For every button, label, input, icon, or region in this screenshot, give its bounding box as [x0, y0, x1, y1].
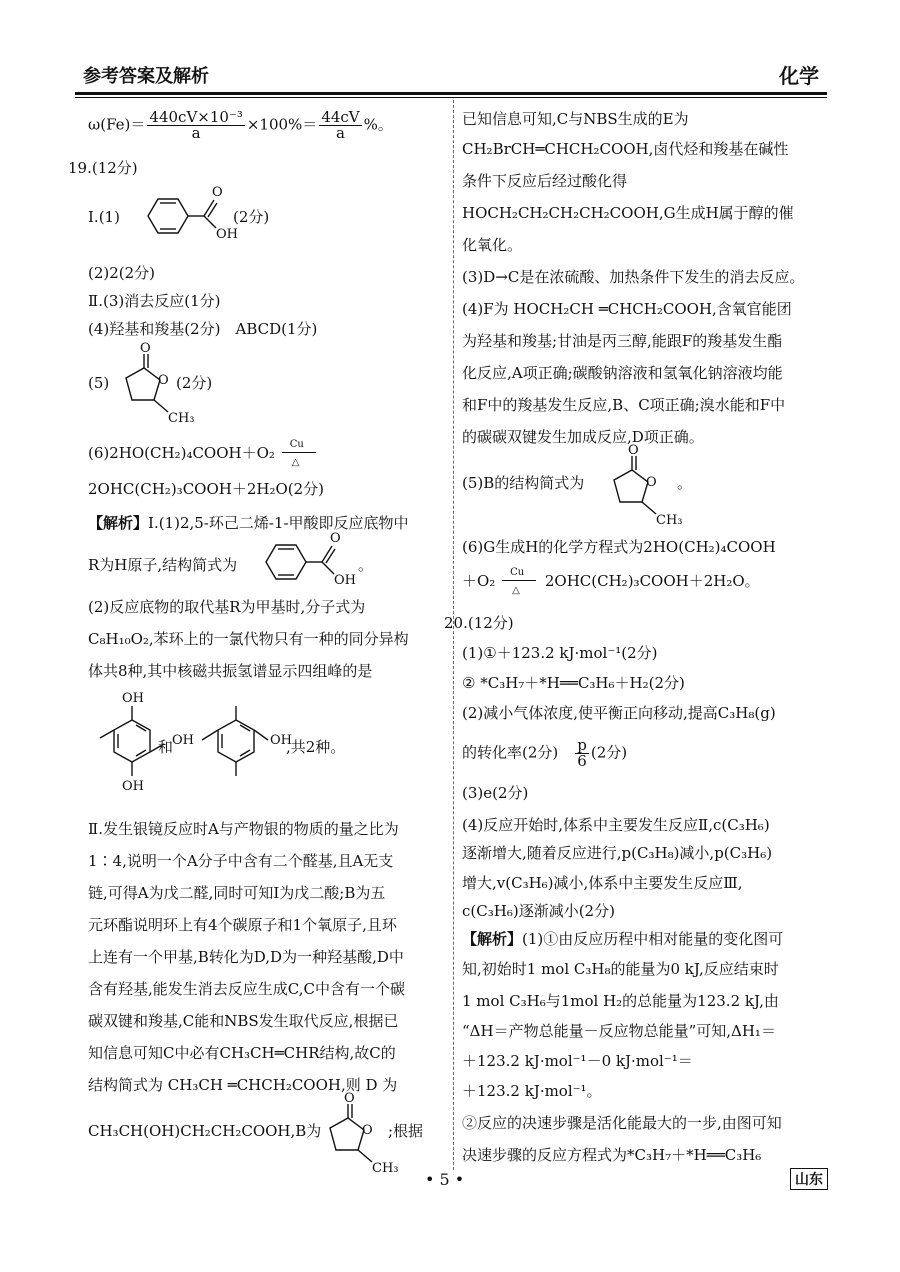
- svg-text:O: O: [362, 1123, 373, 1138]
- answer-i1-label: Ⅰ.(1): [88, 208, 120, 226]
- s-line-6: (4)反应开始时,体系中主要发生反应Ⅱ,c(C₃H₆): [462, 816, 770, 834]
- fe-fraction-2: $\frac{44cV}{a}$: [321, 108, 360, 142]
- t-line-8: 决速步骤的反应方程式为*C₃H₇＋*H══C₃H₆: [462, 1146, 762, 1164]
- analysis-p7: 碳双键和羧基,C能和NBS发生取代反应,根据已: [88, 1012, 399, 1030]
- fe-fraction-1: $\frac{\text{440cV×10⁻³}}{a}$: [149, 108, 243, 142]
- t-line-2: 知,初始时1 mol C₃H₈的能量为0 kJ,反应结束时: [462, 960, 779, 978]
- p-over-6: $\frac{p}{6}$: [577, 736, 587, 770]
- analysis-p6: 含有羟基,能发生消去反应生成C,C中含有一个碳: [88, 980, 405, 998]
- svg-text:O: O: [140, 341, 151, 356]
- svg-text:OH: OH: [172, 733, 194, 748]
- analysis-p10: CH₃CH(OH)CH₂CH₂COOH,B为: [88, 1122, 322, 1140]
- question-19: 19.(12分): [68, 159, 138, 177]
- t-line-5: ＋123.2 kJ·mol⁻¹－0 kJ·mol⁻¹＝: [462, 1052, 693, 1070]
- r-line-8: 为羟基和羧基;甘油是丙三醇,能跟F的羧基发生酯: [462, 332, 783, 350]
- s-line-1: (1)①＋123.2 kJ·mol⁻¹(2分): [462, 644, 658, 662]
- svg-text:O: O: [628, 443, 639, 458]
- analysis-5: 体共8种,其中核磁共振氢谱显示四组峰的是: [88, 662, 373, 680]
- analysis-4: C₈H₁₀O₂,苯环上的一氯代物只有一种的同分异构: [88, 630, 409, 648]
- answer-2: (2)2(2分): [88, 264, 156, 282]
- analysis-p8: 知信息可知C中必有CH₃CH═CHR结构,故C的: [88, 1044, 396, 1062]
- s-line-9: c(C₃H₆)逐渐减小(2分): [462, 902, 615, 920]
- svg-text:OH: OH: [270, 733, 292, 748]
- question-20: 20.(12分): [444, 614, 514, 632]
- column-divider: [453, 100, 454, 1170]
- r-line-14: ＋O₂ Cu △ 2OHC(CH₂)₃COOH＋2H₂O。: [462, 567, 760, 596]
- r-line-11: 的碳碳双键发生加成反应,D项正确。: [462, 428, 704, 446]
- analysis-p1: Ⅱ.发生银镜反应时A与产物银的物质的量之比为: [88, 820, 399, 838]
- answer-5-label: (5): [88, 374, 110, 392]
- svg-text:O: O: [344, 1091, 355, 1106]
- analysis-3: (2)反应底物的取代基R为甲基时,分子式为: [88, 598, 366, 616]
- r-line-13: (6)G生成H的化学方程式为2HO(CH₂)₄COOH: [462, 538, 776, 556]
- svg-text:O: O: [330, 531, 341, 546]
- t-line-7: ②反应的决速步骤是活化能最大的一步,由图可知: [462, 1114, 782, 1132]
- cyclohexadiene-carboxylic-acid-structure: [138, 186, 248, 246]
- answer-3: Ⅱ.(3)消去反应(1分): [88, 292, 221, 310]
- page-number: • 5 •: [425, 1170, 465, 1189]
- header-rule: [75, 92, 827, 95]
- s-line-7: 逐渐增大,随着反应进行,p(C₃H₈)减小,p(C₃H₆): [462, 844, 773, 862]
- r-line-5: 化氧化。: [462, 236, 523, 254]
- svg-text:OH: OH: [122, 779, 144, 794]
- analysis-p4: 元环酯说明环上有4个碳原子和1个氧原子,且环: [88, 916, 397, 934]
- r-line-7: (4)F为 HOCH₂CH ═CHCH₂COOH,含氧官能团: [462, 300, 792, 318]
- r-line-12: (5)B的结构简式为: [462, 474, 585, 492]
- svg-text:CH₃: CH₃: [168, 411, 195, 426]
- reaction-arrow-cu: Cu △: [280, 444, 320, 464]
- answer-6-line1: (6)2HO(CH₂)₄COOH＋O₂ Cu △: [88, 442, 320, 464]
- r-line-2: CH₂BrCH═CHCH₂COOH,卤代烃和羧基在碱性: [462, 140, 789, 158]
- lactone-structure-2: [318, 1091, 399, 1176]
- answer-i1-score: (2分): [233, 208, 270, 226]
- t-line-6: ＋123.2 kJ·mol⁻¹。: [462, 1082, 602, 1100]
- svg-text:CH₃: CH₃: [656, 513, 683, 528]
- reaction-arrow-cu-2: Cu △: [500, 572, 540, 592]
- r-line-6: (3)D→C是在浓硫酸、加热条件下发生的消去反应。: [462, 268, 805, 286]
- analysis-p9: 结构简式为 CH₃CH ═CHCH₂COOH,则 D 为: [88, 1076, 398, 1094]
- svg-text:O: O: [646, 475, 657, 490]
- region-badge: 山东: [790, 1168, 828, 1190]
- svg-text:OH: OH: [334, 573, 356, 588]
- answer-5-score: (2分): [176, 374, 213, 392]
- s-line-3: (2)减小气体浓度,使平衡正向移动,提高C₃H₈(g): [462, 704, 776, 722]
- svg-text:CH₃: CH₃: [372, 1161, 399, 1176]
- r-line-4: HOCH₂CH₂CH₂CH₂COOH,G生成H属于醇的催: [462, 204, 794, 222]
- svg-text:O: O: [212, 185, 223, 200]
- t-line-1: 【解析】(1)①由反应历程中相对能量的变化图可: [462, 930, 784, 948]
- t-line-4: “ΔH＝产物总能量－反应物总能量”可知,ΔH₁＝: [462, 1022, 776, 1040]
- analysis-p5: 上连有一个甲基,B转化为D,D为一种羟基酸,D中: [88, 948, 404, 966]
- answer-4: (4)羟基和羧基(2分) ABCD(1分): [88, 320, 318, 338]
- svg-text:O: O: [158, 373, 169, 388]
- answer-6-line2: 2OHC(CH₂)₃COOH＋2H₂O(2分): [88, 480, 325, 498]
- fe-prefix: ω(Fe)＝: [88, 115, 146, 134]
- fe-formula: ω(Fe)＝ $\frac{\text{440cV×10⁻³}}{a}$ ×100%＝ $\frac{44cV}{a}$ %。: [88, 108, 393, 142]
- r-line-1: 已知信息可知,C与NBS生成的E为: [462, 110, 689, 128]
- analysis-p3: 链,可得A为戊二醛,同时可知I为戊二酸;B为五: [88, 884, 386, 902]
- s-line-8: 增大,v(C₃H₆)减小,体系中主要发生反应Ⅲ,: [462, 874, 743, 892]
- s-line-4: 的转化率(2分) $\frac{p}{6}$ (2分): [462, 736, 628, 770]
- header-title: 参考答案及解析: [83, 66, 209, 87]
- t-line-3: 1 mol C₃H₆与1mol H₂的总能量为123.2 kJ,由: [462, 992, 779, 1010]
- analysis-1: 【解析】Ⅰ.(1)2,5-环己二烯-1-甲酸即反应底物中: [88, 514, 409, 532]
- analysis-2: R为H原子,结构简式为: [88, 556, 238, 574]
- cyclohexadiene-carboxylic-acid-structure-2: [256, 532, 366, 592]
- s-line-5: (3)e(2分): [462, 784, 529, 802]
- s-line-2: ② *C₃H₇＋*H══C₃H₆＋H₂(2分): [462, 674, 685, 692]
- svg-text:OH: OH: [216, 227, 238, 242]
- r-line-10: 和F中的羧基发生反应,B、C项正确;溴水能和F中: [462, 396, 786, 414]
- r-line-9: 化反应,A项正确;碳酸钠溶液和氢氧化钠溶液均能: [462, 364, 783, 382]
- svg-text:OH: OH: [122, 691, 144, 706]
- header-subject: 化学: [779, 64, 819, 88]
- lactone-structure-3: [602, 443, 683, 528]
- page-header: [75, 58, 825, 88]
- analysis-p2: 1∶4,说明一个A分子中含有二个醛基,且A无支: [88, 852, 394, 870]
- r-line-3: 条件下反应后经过酸化得: [462, 172, 628, 190]
- header-rule-thin: [75, 97, 827, 98]
